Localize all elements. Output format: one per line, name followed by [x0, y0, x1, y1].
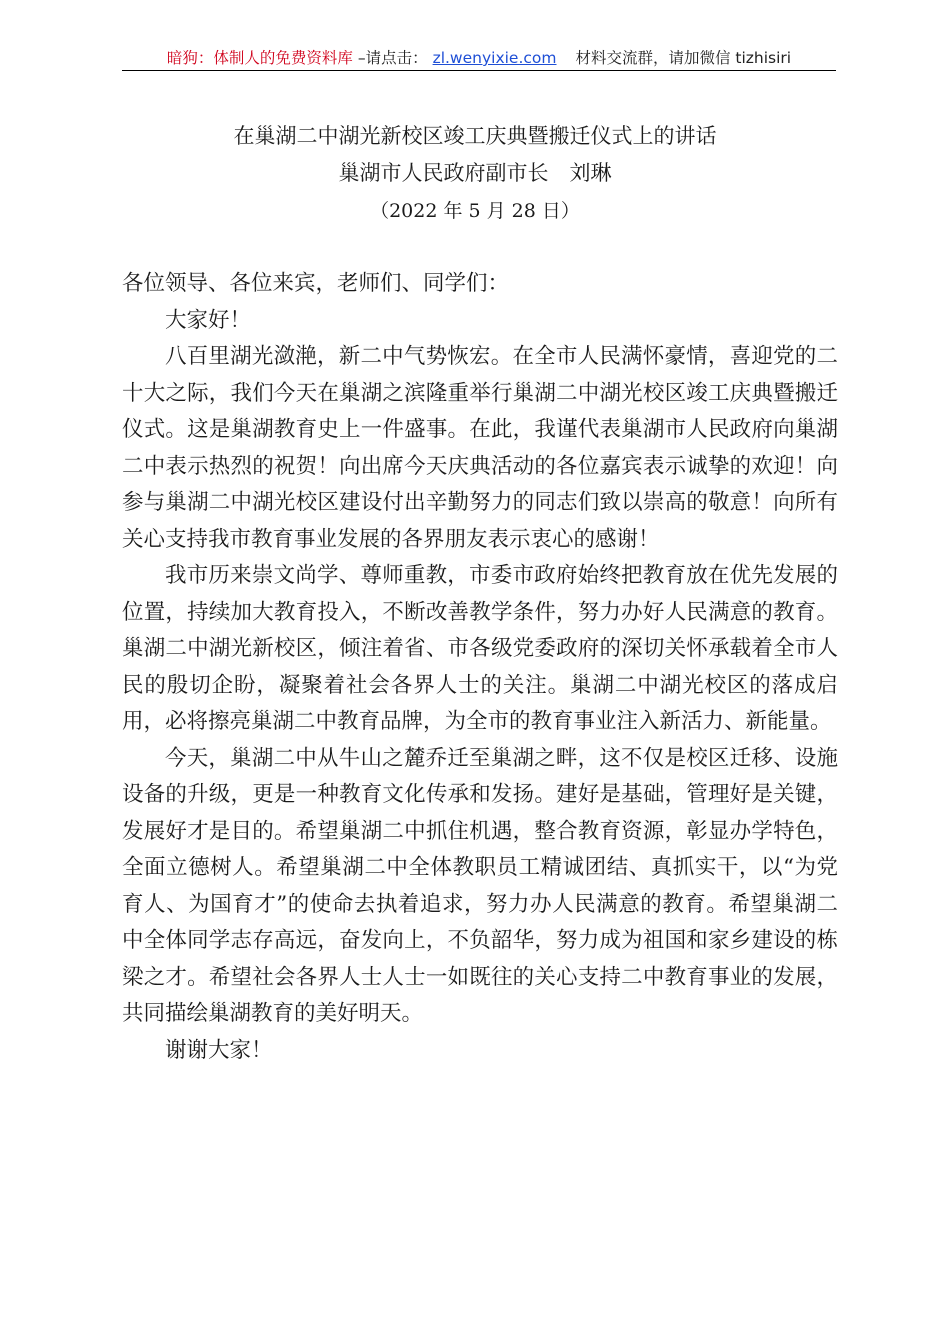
- document-title: 在巢湖二中湖光新校区竣工庆典暨搬迁仪式上的讲话: [233, 124, 717, 148]
- paragraph-closing: 谢谢大家！: [165, 1037, 273, 1063]
- document-date-row: [0, 193, 950, 229]
- header-contact: 材料交流群，请加微信 tizhisiri: [575, 49, 792, 67]
- document-title-row: [0, 118, 950, 154]
- document-speaker: 巢湖市人民政府副市长 刘琳: [338, 161, 612, 185]
- page-header: [122, 46, 836, 71]
- paragraph-2: 我市历来崇文尚学、尊师重教，市委市政府始终把教育放在优先发展的位置，持续加大教育投入，不断改善教学条件，努力办好人民满意的教育。巢湖二中湖光新校区，倾注着省、市各级党委政府的深切关怀承载着全市人民的殷切企盼，凝聚着社会各界人士的关注。巢湖二中湖光校区的落成启用，必将擦亮巢湖二中教育品牌，为全市的教育事业注入新活力、新能量。: [122, 563, 838, 734]
- paragraph-greeting: 大家好！: [165, 307, 252, 333]
- document-body: [122, 266, 838, 1069]
- paragraph-3: 今天，巢湖二中从牛山之麓乔迁至巢湖之畔，这不仅是校区迁移、设施设备的升级，更是一种教育文化传承和发扬。建好是基础，管理好是关键，发展好才是目的。希望巢湖二中抓住机遇，整合教育资源，彰显办学特色，全面立德树人。希望巢湖二中全体教职员工精诚团结、真抓实干，以“为党育人、为国育才”的使命去执着追求，努力办人民满意的教育。希望巢湖二中全体同学志存高远，奋发向上，不负韶华，努力成为祖国和家乡建设的栋梁之才。希望社会各界人士人士一如既往的关心支持二中教育事业的发展，共同描绘巢湖教育的美好明天。: [122, 745, 838, 1026]
- salutation: 各位领导、各位来宾，老师们、同学们：: [122, 271, 510, 296]
- paragraph-1: 八百里湖光潋滟，新二中气势恢宏。在全市人民满怀豪情，喜迎党的二十大之际，我们今天在巢湖之滨隆重举行巢湖二中湖光校区竣工庆典暨搬迁仪式。这是巢湖教育史上一件盛事。在此，我谨代表巢湖市人民政府向巢湖二中表示热烈的祝贺！向出席今天庆典活动的各位嘉宾表示诚挚的欢迎！向参与巢湖二中湖光校区建设付出辛勤努力的同志们致以崇高的敬意！向所有关心支持我市教育事业发展的各界朋友表示衷心的感谢！: [122, 344, 838, 552]
- header-link[interactable]: zl.wenyixie.com: [432, 49, 557, 67]
- document-date: （2022 年 5 月 28 日）: [370, 200, 580, 222]
- header-brand: 暗狗：体制人的免费资料库: [166, 49, 353, 67]
- header-prompt: –请点击：: [357, 49, 428, 67]
- document-speaker-row: [0, 155, 950, 191]
